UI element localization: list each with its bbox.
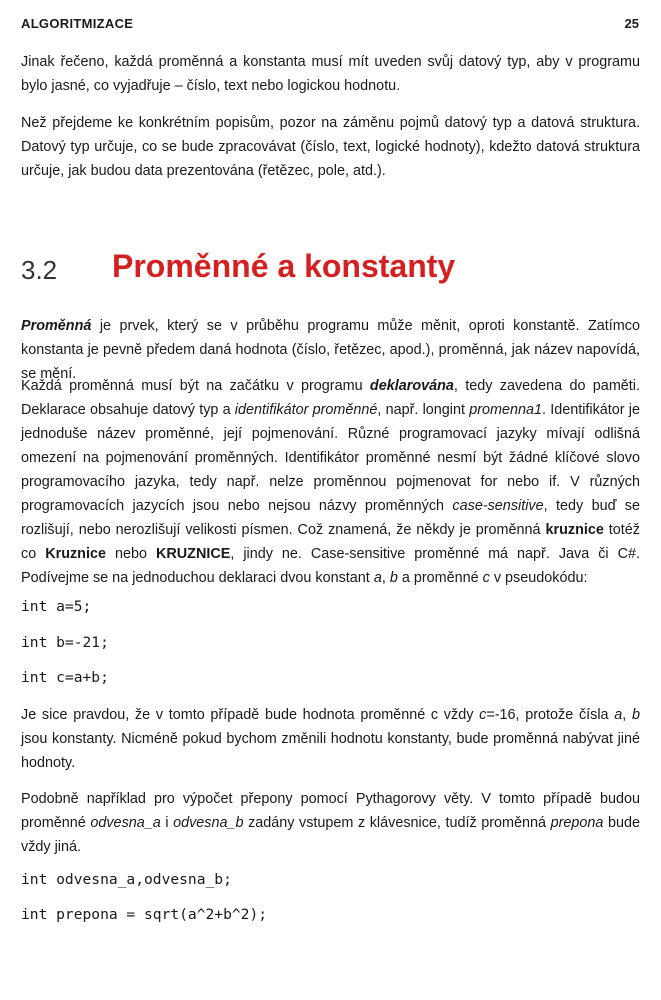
result-var-b: b: [631, 707, 640, 723]
decl-example-kruznice-upper: KRUZNICE: [155, 546, 231, 562]
result-var-c: c: [479, 707, 487, 723]
code-line: int b=-21;: [21, 634, 109, 651]
intro-text-1: Jinak řečeno, každá proměnná a konstanta musí mít uveden svůj datový typ, aby v programu bylo jasné, co vyjadřuje – číslo, text nebo logickou hodnotu.: [21, 54, 640, 94]
definition-text: je prvek, který se v průběhu programu může měnit, oproti konstantě. Zatímco konstanta je pevně předem daná hodnota (číslo, řetězec, apod.), proměnná, jak název napovídá, se mění.: [21, 318, 640, 382]
decl-text-3: , např. longint: [377, 402, 470, 418]
pyth-var-odvesna-a: odvesna_a: [90, 815, 161, 831]
decl-text-11: v pseudokódu:: [489, 570, 588, 586]
decl-text-6: totéž co: [21, 522, 640, 562]
section-number: 3.2: [21, 255, 58, 285]
decl-var-a: a: [373, 570, 382, 586]
term-promenna: Proměnná: [21, 318, 92, 334]
decl-var-b: b: [389, 570, 398, 586]
running-header-title: ALGORITMIZACE: [21, 16, 134, 31]
decl-text-8: , jindy ne. Case-sensitive proměnné má např. Java či C#. Podívejme se na jednoduchou deklaraci dvou konstant: [21, 546, 641, 586]
decl-var-c: c: [482, 570, 490, 586]
decl-text-10: a proměnné: [397, 570, 483, 586]
decl-text-7: nebo: [105, 546, 156, 562]
decl-term-deklarovana: deklarována: [369, 378, 454, 394]
intro-paragraph-1: [21, 50, 640, 98]
section-title: Proměnné a konstanty: [112, 248, 456, 284]
result-var-a: a: [614, 707, 623, 723]
decl-text-9: ,: [381, 570, 390, 586]
result-text-4: jsou konstanty. Nicméně pokud bychom změnili hodnotu konstanty, bude proměnná nabývat jiné hodnoty.: [21, 731, 640, 771]
result-text-3: ,: [622, 707, 632, 723]
decl-example-promenna1: promenna1: [469, 402, 543, 418]
intro-paragraph-2: [21, 111, 640, 183]
result-text-2: =-16, protože čísla: [486, 707, 615, 723]
code-line: int c=a+b;: [21, 669, 109, 686]
pyth-text-4: bude vždy jiná.: [21, 815, 640, 855]
pyth-text-2: i: [160, 815, 174, 831]
decl-example-kruznice-capital: Kruznice: [45, 546, 106, 562]
pyth-text-1: Podobně například pro výpočet přepony pomocí Pythagorovy věty. V tomto případě budou proměnné: [21, 791, 640, 831]
result-paragraph: [21, 703, 640, 775]
decl-text-5: , tedy buď se rozlišují, nebo nerozlišují velikosti písmen. Což znamená, že někdy je proměnná: [21, 498, 640, 538]
intro-text-2: Než přejdeme ke konkrétním popisům, pozor na záměnu pojmů datový typ a datová struktura. Datový typ určuje, co se bude zpracovávat (číslo, text, logické hodnoty), kdežto datová struktura určuje, jak budou data prezentována (řetězec, pole, atd.).: [21, 115, 640, 179]
result-text-1: Je sice pravdou, že v tomto případě bude hodnota proměnné c vždy: [21, 707, 480, 723]
declaration-paragraph: [21, 374, 640, 590]
code-line: int prepona = sqrt(a^2+b^2);: [21, 906, 268, 923]
pythagoras-paragraph: [21, 787, 640, 859]
page-number: 25: [624, 16, 639, 31]
code-line: int a=5;: [21, 598, 92, 615]
decl-term-case-sensitive: case-sensitive: [452, 498, 544, 514]
decl-text-4: . Identifikátor je jednoduše název proměnné, její pojmenování. Různé programovací jazyky mívají odlišná omezení na pojmenování proměnných. Identifikátor proměnné nesmí být žádné klíčové slovo programovacího jazyka, tedy např. nelze proměnnou pojmenovat for nebo if. V různých programovacích jazycích jsou nebo nejsou názvy proměnných: [21, 402, 641, 514]
decl-text-1: Každá proměnná musí být na začátku v programu: [21, 378, 370, 394]
pyth-var-odvesna-b: odvesna_b: [173, 815, 244, 831]
decl-term-identifikator: identifikátor proměnné: [234, 402, 378, 418]
pyth-var-prepona: prepona: [550, 815, 604, 831]
code-line: int odvesna_a,odvesna_b;: [21, 871, 232, 888]
pyth-text-3: zadány vstupem z klávesnice, tudíž proměnná: [243, 815, 551, 831]
decl-example-kruznice-lower: kruznice: [545, 522, 604, 538]
decl-text-2: , tedy zavedena do paměti. Deklarace obsahuje datový typ a: [21, 378, 640, 418]
section-heading: [21, 248, 640, 298]
